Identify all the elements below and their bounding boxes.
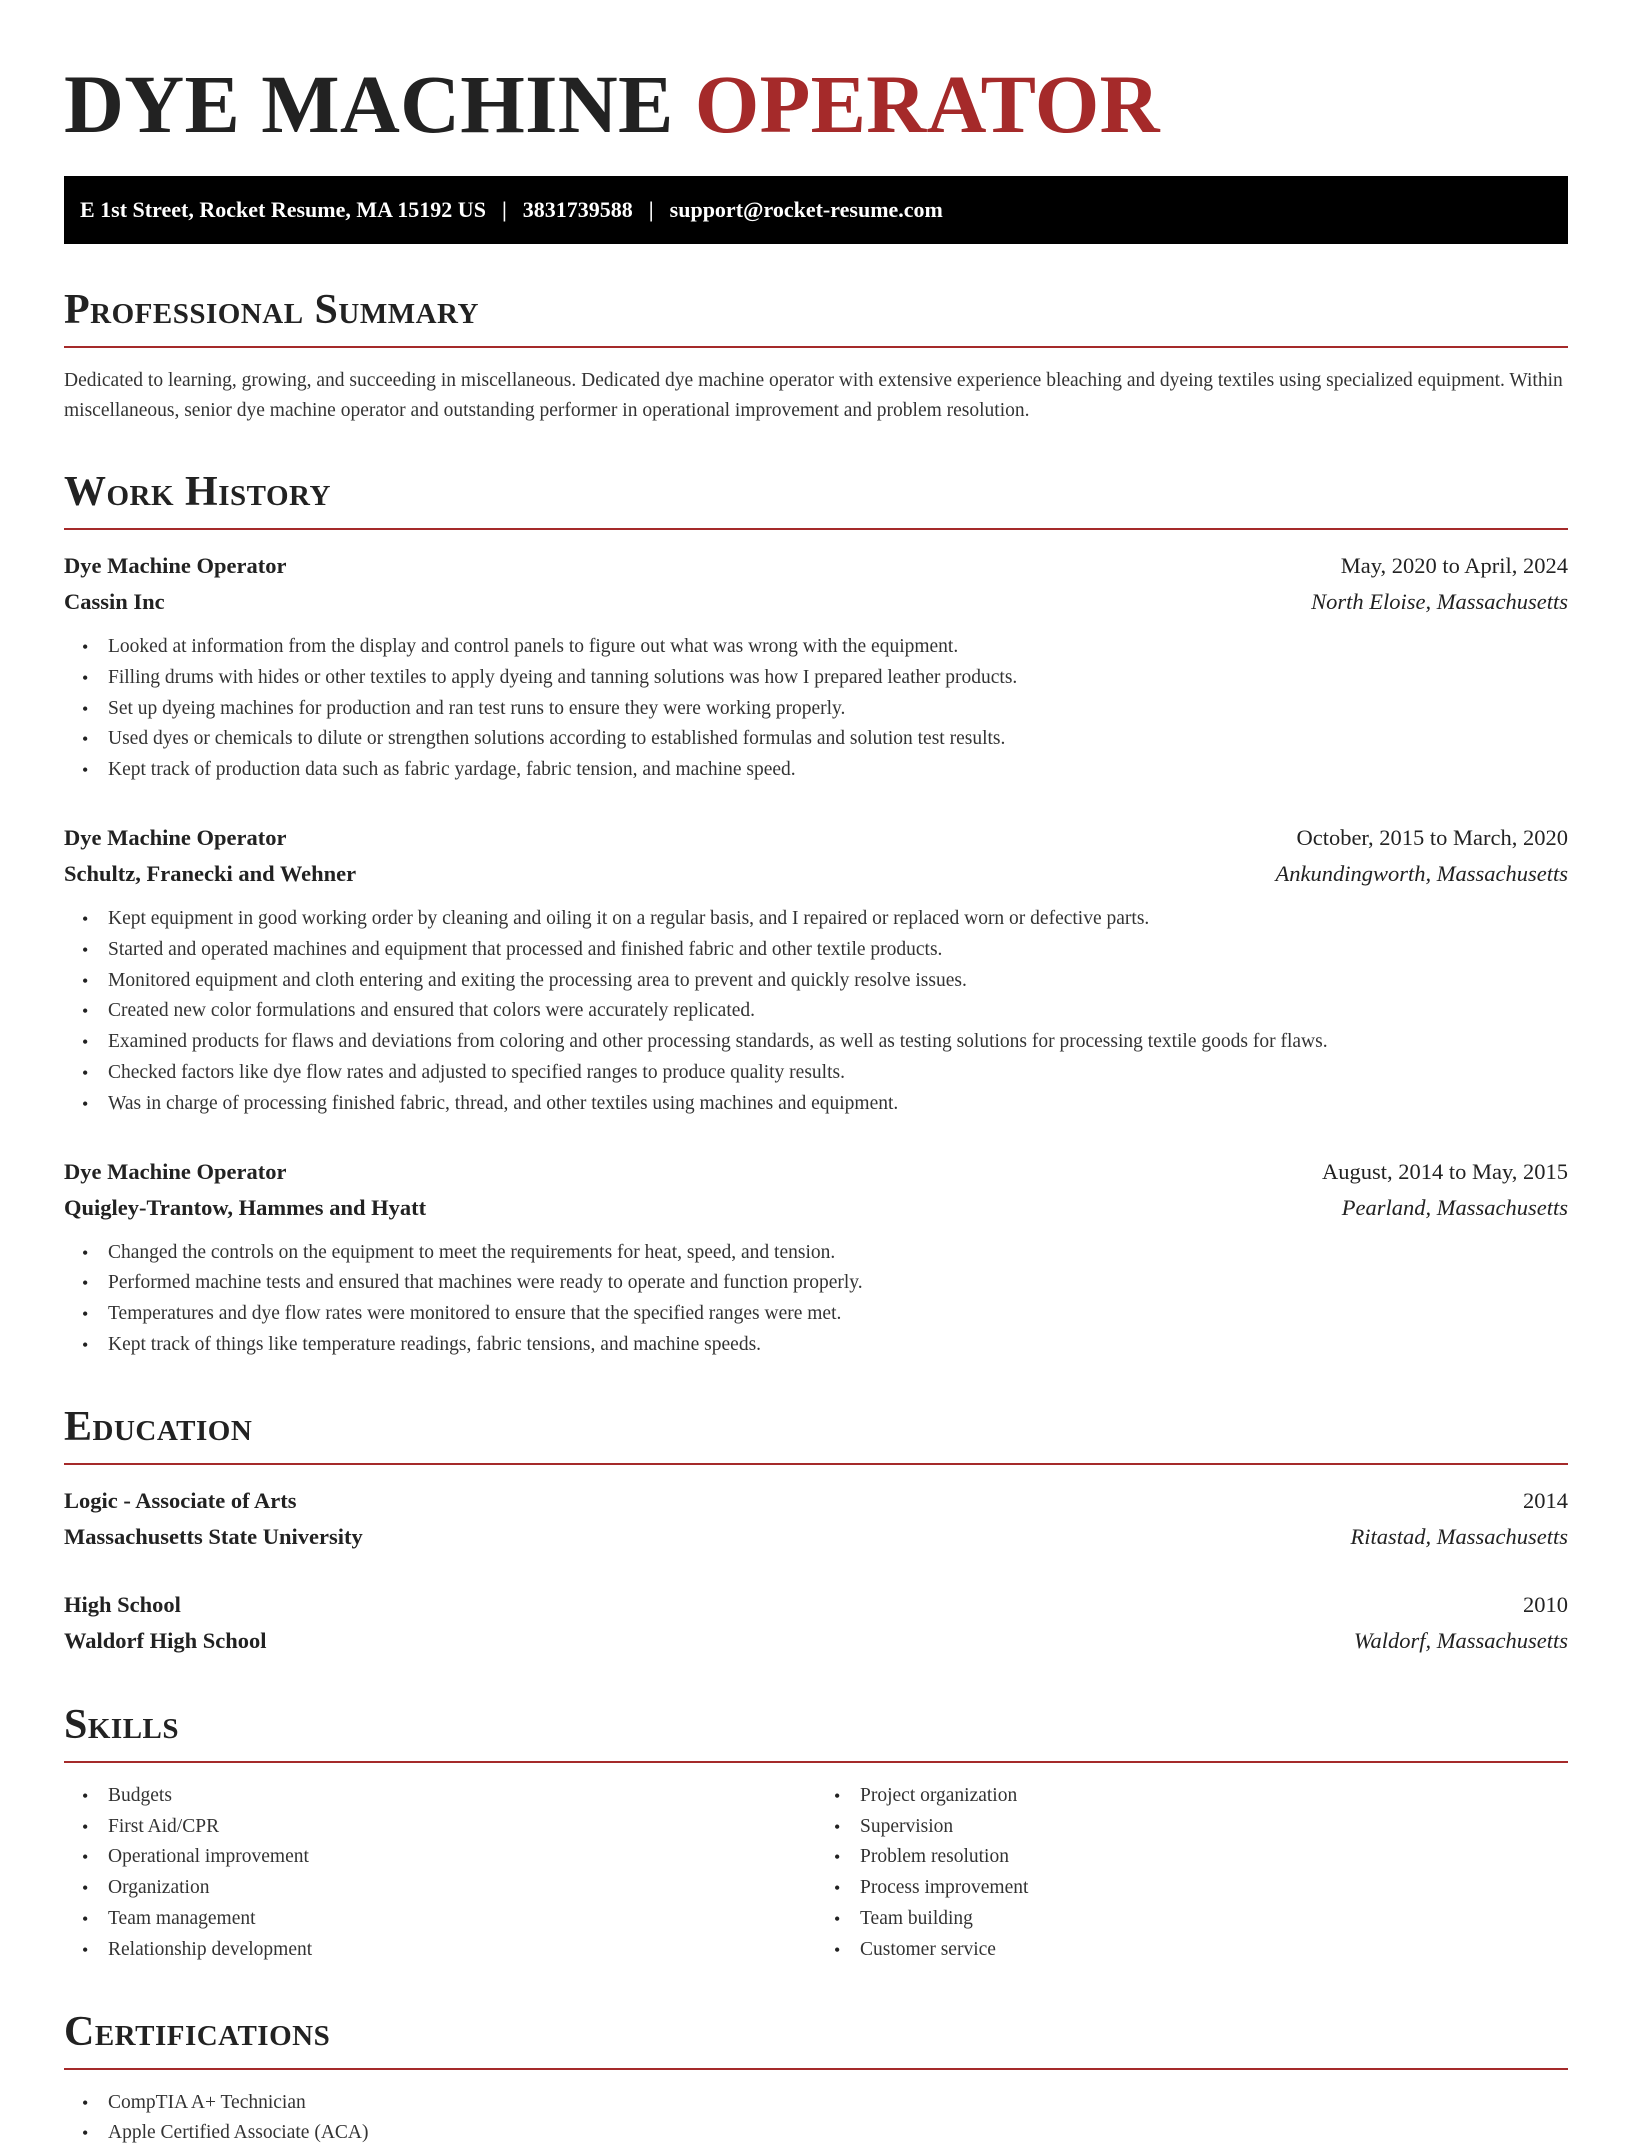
job-company: Quigley-Trantow, Hammes and Hyatt xyxy=(64,1194,427,1220)
list-item: • Changed the controls on the equipment to meet the requirements for heat, speed, and tension. xyxy=(108,1238,1568,1269)
education-school: Massachusetts State University xyxy=(64,1523,363,1549)
skill-item: • Process improvement xyxy=(860,1873,1568,1904)
education-location: Ritastad, Massachusetts xyxy=(1350,1523,1568,1549)
job-title: Dye Machine Operator xyxy=(64,553,287,578)
job-company: Schultz, Franecki and Wehner xyxy=(64,860,357,886)
job-dates: October, 2015 to March, 2020 xyxy=(1296,824,1568,850)
skill-item: • Relationship development xyxy=(108,1935,816,1966)
skill-item: • First Aid/CPR xyxy=(108,1812,816,1843)
skill-item: • Operational improvement xyxy=(108,1842,816,1873)
contact-phone: 3831739588 xyxy=(522,197,633,222)
list-item: • Created new color formulations and ensured that colors were accurately replicated. xyxy=(108,996,1568,1027)
skill-item: • Team management xyxy=(108,1904,816,1935)
skill-item: • Project organization xyxy=(860,1781,1568,1812)
job-dates: May, 2020 to April, 2024 xyxy=(1340,553,1568,578)
list-item: • Examined products for flaws and deviations from coloring and other processing standards, as well as testing solutions for processing textile goods for flaws. xyxy=(108,1027,1568,1058)
skill-item: • Supervision xyxy=(860,1812,1568,1843)
list-item: • Kept track of production data such as fabric yardage, fabric tension, and machine speed. xyxy=(108,755,1568,786)
job-dates: August, 2014 to May, 2015 xyxy=(1321,1158,1568,1184)
certification-item: • Apple Certified Associate (ACA) xyxy=(108,2118,1568,2149)
skills-column-left xyxy=(64,1781,816,1966)
education-year: 2014 xyxy=(1523,1487,1568,1513)
job-location: Pearland, Massachusetts xyxy=(1341,1194,1568,1220)
contact-email: support@rocket-resume.com xyxy=(669,197,943,222)
education-location: Waldorf, Massachusetts xyxy=(1353,1627,1568,1653)
skills-section xyxy=(64,1763,1568,1966)
education-entry xyxy=(64,1483,1568,1555)
education-year: 2010 xyxy=(1523,1591,1568,1617)
education-entry xyxy=(64,1587,1568,1659)
list-item: • Checked factors like dye flow rates and adjusted to specified ranges to produce quality results. xyxy=(108,1058,1568,1089)
list-item: • Kept equipment in good working order by cleaning and oiling it on a regular basis, and I repaired or replaced worn or defective parts. xyxy=(108,904,1568,935)
list-item: • Temperatures and dye flow rates were monitored to ensure that the specified ranges were met. xyxy=(108,1299,1568,1330)
skill-item: • Problem resolution xyxy=(860,1842,1568,1873)
section-heading-education: Education xyxy=(64,1403,1568,1465)
name-accent: OPERATOR xyxy=(694,58,1160,150)
certifications-list xyxy=(64,2088,1568,2149)
list-item: • Filling drums with hides or other textiles to apply dyeing and tanning solutions was how I prepared leather products. xyxy=(108,663,1568,694)
resume-name xyxy=(64,0,1568,176)
education-school: Waldorf High School xyxy=(64,1627,267,1653)
section-heading-work-history: Work History xyxy=(64,468,1568,530)
job-entry xyxy=(64,820,1568,1120)
list-item: • Started and operated machines and equipment that processed and finished fabric and other textile products. xyxy=(108,935,1568,966)
skills-column-right xyxy=(816,1781,1568,1966)
section-heading-summary: Professional Summary xyxy=(64,286,1568,348)
job-location: Ankundingworth, Massachusetts xyxy=(1275,860,1568,886)
list-item: • Used dyes or chemicals to dilute or strengthen solutions according to established formulas and solution test results. xyxy=(108,724,1568,755)
section-heading-skills: Skills xyxy=(64,1701,1568,1763)
job-title: Dye Machine Operator xyxy=(64,824,287,850)
job-bullets xyxy=(64,632,1568,786)
list-item: • Looked at information from the display and control panels to figure out what was wrong with the equipment. xyxy=(108,632,1568,663)
education-degree: Logic - Associate of Arts xyxy=(64,1487,297,1513)
skill-item: • Organization xyxy=(108,1873,816,1904)
name-primary: DYE MACHINE xyxy=(64,58,674,150)
job-title: Dye Machine Operator xyxy=(64,1158,287,1184)
work-history-section xyxy=(64,530,1568,1361)
skill-item: • Team building xyxy=(860,1904,1568,1935)
job-bullets xyxy=(64,904,1568,1120)
job-entry xyxy=(64,548,1568,786)
job-company: Cassin Inc xyxy=(64,589,165,614)
summary-section xyxy=(64,348,1568,426)
section-heading-certifications: Certifications xyxy=(64,2008,1568,2070)
summary-text: Dedicated to learning, growing, and succeeding in miscellaneous. Dedicated dye machine operator with extensive experience bleaching and dyeing textiles using specialized equipment. Within miscellaneous, senior dye machine operator and outstanding performer in operational improvement and problem resolution. xyxy=(64,370,1563,421)
certification-item: • CompTIA A+ Technician xyxy=(108,2088,1568,2119)
certifications-section xyxy=(64,2070,1568,2149)
list-item: • Was in charge of processing finished fabric, thread, and other textiles using machines and equipment. xyxy=(108,1089,1568,1120)
list-item: • Performed machine tests and ensured that machines were ready to operate and function properly. xyxy=(108,1268,1568,1299)
skill-item: • Budgets xyxy=(108,1781,816,1812)
job-entry xyxy=(64,1154,1568,1361)
list-item: • Set up dyeing machines for production and ran test runs to ensure they were working properly. xyxy=(108,694,1568,725)
contact-address: E 1st Street, Rocket Resume, MA 15192 US xyxy=(80,197,486,222)
contact-separator: | xyxy=(648,197,654,222)
job-location: North Eloise, Massachusetts xyxy=(1311,589,1568,614)
contact-bar xyxy=(64,176,1568,244)
education-degree: High School xyxy=(64,1591,181,1617)
list-item: • Kept track of things like temperature readings, fabric tensions, and machine speeds. xyxy=(108,1330,1568,1361)
education-section xyxy=(64,1465,1568,1659)
contact-separator: | xyxy=(501,197,507,222)
list-item: • Monitored equipment and cloth entering and exiting the processing area to prevent and quickly resolve issues. xyxy=(108,966,1568,997)
job-bullets xyxy=(64,1238,1568,1361)
skill-item: • Customer service xyxy=(860,1935,1568,1966)
